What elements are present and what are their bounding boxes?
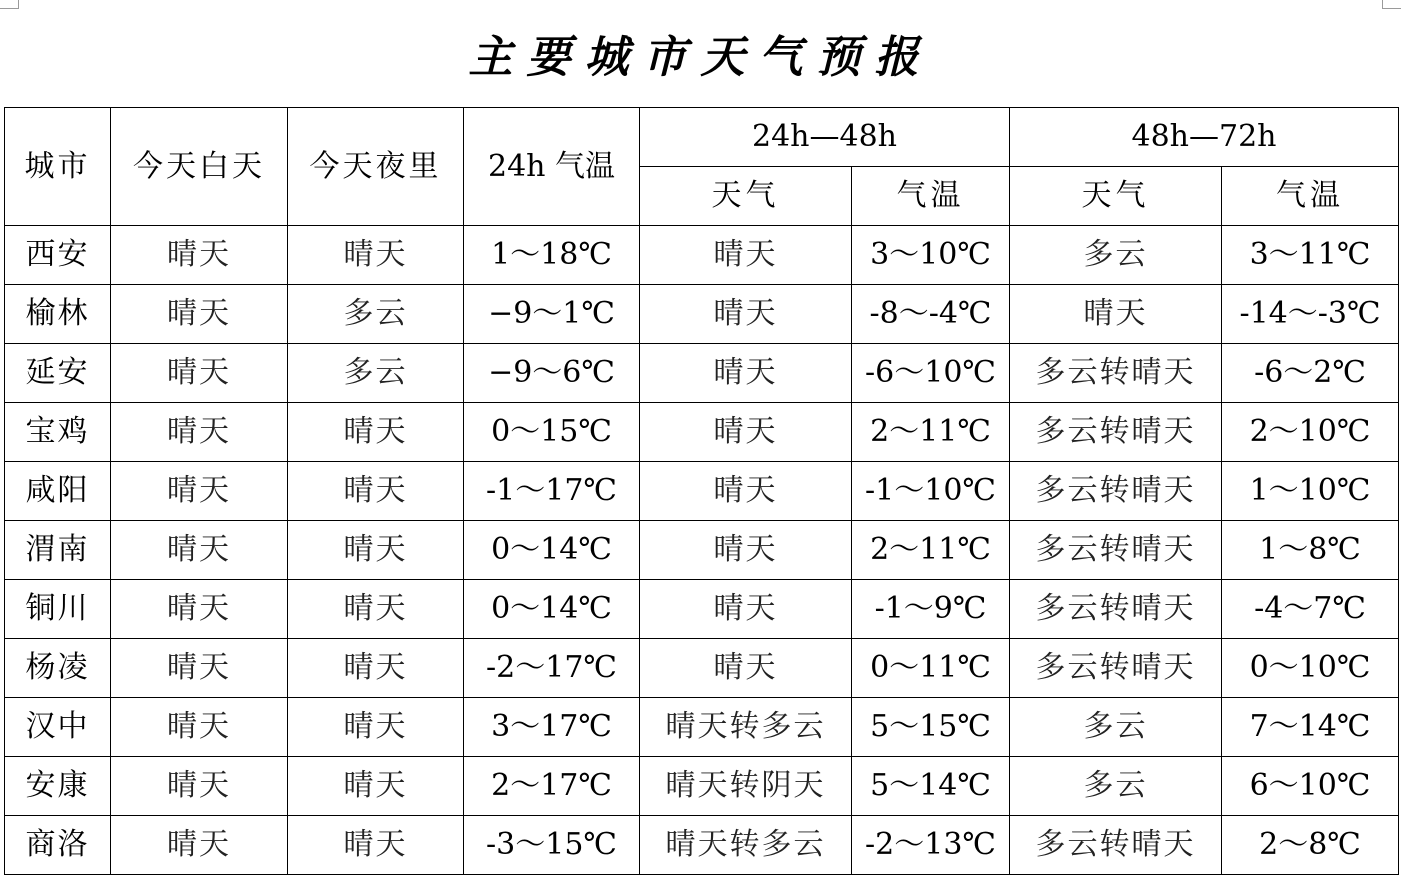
weather-48h-cell: 晴天	[640, 285, 852, 344]
today-day-cell: 晴天	[111, 521, 288, 580]
weather-72h-cell: 多云转晴天	[1010, 580, 1222, 639]
city-cell: 宝鸡	[5, 403, 111, 462]
today-night-cell: 晴天	[288, 580, 464, 639]
temp-72h-cell: 2～10℃	[1222, 403, 1399, 462]
weather-48h-cell: 晴天	[640, 403, 852, 462]
weather-72h-cell: 多云转晴天	[1010, 344, 1222, 403]
today-day-cell: 晴天	[111, 639, 288, 698]
temp-24h-cell: −9～6℃	[464, 344, 640, 403]
temp-72h-cell: 3～11℃	[1222, 226, 1399, 285]
header-group-24-48h: 24h—48h	[640, 108, 1010, 167]
weather-48h-cell: 晴天	[640, 344, 852, 403]
today-day-cell: 晴天	[111, 285, 288, 344]
page-corner-mark-left	[0, 0, 19, 9]
temp-48h-cell: 2～11℃	[852, 521, 1010, 580]
temp-72h-cell: -6～2℃	[1222, 344, 1399, 403]
temp-72h-cell: 0～10℃	[1222, 639, 1399, 698]
weather-72h-cell: 多云	[1010, 698, 1222, 757]
temp-72h-cell: 6～10℃	[1222, 757, 1399, 816]
table-row	[5, 757, 1399, 816]
today-day-cell: 晴天	[111, 757, 288, 816]
weather-72h-cell: 多云转晴天	[1010, 462, 1222, 521]
header-24h-temp: 24h 气温	[464, 108, 640, 226]
today-day-cell: 晴天	[111, 816, 288, 875]
city-cell: 渭南	[5, 521, 111, 580]
today-night-cell: 多云	[288, 344, 464, 403]
today-night-cell: 晴天	[288, 816, 464, 875]
weather-48h-cell: 晴天	[640, 521, 852, 580]
temp-24h-cell: -3～15℃	[464, 816, 640, 875]
header-today-day: 今天白天	[111, 108, 288, 226]
temp-24h-cell: 3～17℃	[464, 698, 640, 757]
header-72h-temp: 气温	[1222, 167, 1399, 226]
weather-72h-cell: 晴天	[1010, 285, 1222, 344]
table-row	[5, 403, 1399, 462]
document-title: 主要城市天气预报	[468, 32, 933, 83]
temp-24h-cell: 0～14℃	[464, 521, 640, 580]
today-day-cell: 晴天	[111, 344, 288, 403]
header-today-night: 今天夜里	[288, 108, 464, 226]
weather-48h-cell: 晴天	[640, 639, 852, 698]
temp-24h-cell: 0～14℃	[464, 580, 640, 639]
table-row	[5, 580, 1399, 639]
temp-72h-cell: 1～10℃	[1222, 462, 1399, 521]
weather-48h-cell: 晴天转多云	[640, 698, 852, 757]
weather-48h-cell: 晴天转多云	[640, 816, 852, 875]
header-72h-weather: 天气	[1010, 167, 1222, 226]
forecast-body	[5, 226, 1399, 875]
today-day-cell: 晴天	[111, 580, 288, 639]
temp-48h-cell: -1～10℃	[852, 462, 1010, 521]
temp-72h-cell: -4～7℃	[1222, 580, 1399, 639]
weather-48h-cell: 晴天转阴天	[640, 757, 852, 816]
table-row	[5, 226, 1399, 285]
page-corner-mark-right	[1382, 0, 1401, 9]
weather-48h-cell: 晴天	[640, 462, 852, 521]
table-row	[5, 639, 1399, 698]
temp-24h-cell: 2～17℃	[464, 757, 640, 816]
temp-72h-cell: 2～8℃	[1222, 816, 1399, 875]
temp-48h-cell: 2～11℃	[852, 403, 1010, 462]
weather-72h-cell: 多云转晴天	[1010, 521, 1222, 580]
city-cell: 榆林	[5, 285, 111, 344]
today-day-cell: 晴天	[111, 462, 288, 521]
temp-48h-cell: -6～10℃	[852, 344, 1010, 403]
temp-24h-cell: 0～15℃	[464, 403, 640, 462]
temp-48h-cell: -8～-4℃	[852, 285, 1010, 344]
city-cell: 咸阳	[5, 462, 111, 521]
table-row	[5, 462, 1399, 521]
today-night-cell: 晴天	[288, 639, 464, 698]
today-night-cell: 多云	[288, 285, 464, 344]
weather-48h-cell: 晴天	[640, 226, 852, 285]
weather-48h-cell: 晴天	[640, 580, 852, 639]
today-night-cell: 晴天	[288, 757, 464, 816]
header-city: 城市	[5, 108, 111, 226]
today-night-cell: 晴天	[288, 462, 464, 521]
weather-72h-cell: 多云转晴天	[1010, 816, 1222, 875]
table-row	[5, 285, 1399, 344]
temp-48h-cell: 3～10℃	[852, 226, 1010, 285]
today-day-cell: 晴天	[111, 698, 288, 757]
temp-48h-cell: 5～14℃	[852, 757, 1010, 816]
weather-72h-cell: 多云	[1010, 757, 1222, 816]
temp-48h-cell: -2～13℃	[852, 816, 1010, 875]
temp-24h-cell: −9～1℃	[464, 285, 640, 344]
city-cell: 汉中	[5, 698, 111, 757]
city-cell: 安康	[5, 757, 111, 816]
temp-48h-cell: -1～9℃	[852, 580, 1010, 639]
city-cell: 西安	[5, 226, 111, 285]
table-row	[5, 698, 1399, 757]
temp-48h-cell: 5～15℃	[852, 698, 1010, 757]
today-day-cell: 晴天	[111, 403, 288, 462]
weather-72h-cell: 多云转晴天	[1010, 639, 1222, 698]
temp-24h-cell: -2～17℃	[464, 639, 640, 698]
city-cell: 铜川	[5, 580, 111, 639]
today-night-cell: 晴天	[288, 521, 464, 580]
header-48h-temp: 气温	[852, 167, 1010, 226]
forecast-table	[4, 107, 1399, 875]
table-row	[5, 816, 1399, 875]
city-cell: 延安	[5, 344, 111, 403]
temp-72h-cell: 1～8℃	[1222, 521, 1399, 580]
city-cell: 商洛	[5, 816, 111, 875]
today-night-cell: 晴天	[288, 698, 464, 757]
weather-72h-cell: 多云转晴天	[1010, 403, 1222, 462]
city-cell: 杨凌	[5, 639, 111, 698]
temp-72h-cell: 7～14℃	[1222, 698, 1399, 757]
table-row	[5, 521, 1399, 580]
table-row	[5, 344, 1399, 403]
temp-48h-cell: 0～11℃	[852, 639, 1010, 698]
weather-72h-cell: 多云	[1010, 226, 1222, 285]
today-night-cell: 晴天	[288, 226, 464, 285]
temp-72h-cell: -14～-3℃	[1222, 285, 1399, 344]
temp-24h-cell: 1～18℃	[464, 226, 640, 285]
today-day-cell: 晴天	[111, 226, 288, 285]
temp-24h-cell: -1～17℃	[464, 462, 640, 521]
header-48h-weather: 天气	[640, 167, 852, 226]
header-group-48-72h: 48h—72h	[1010, 108, 1399, 167]
today-night-cell: 晴天	[288, 403, 464, 462]
